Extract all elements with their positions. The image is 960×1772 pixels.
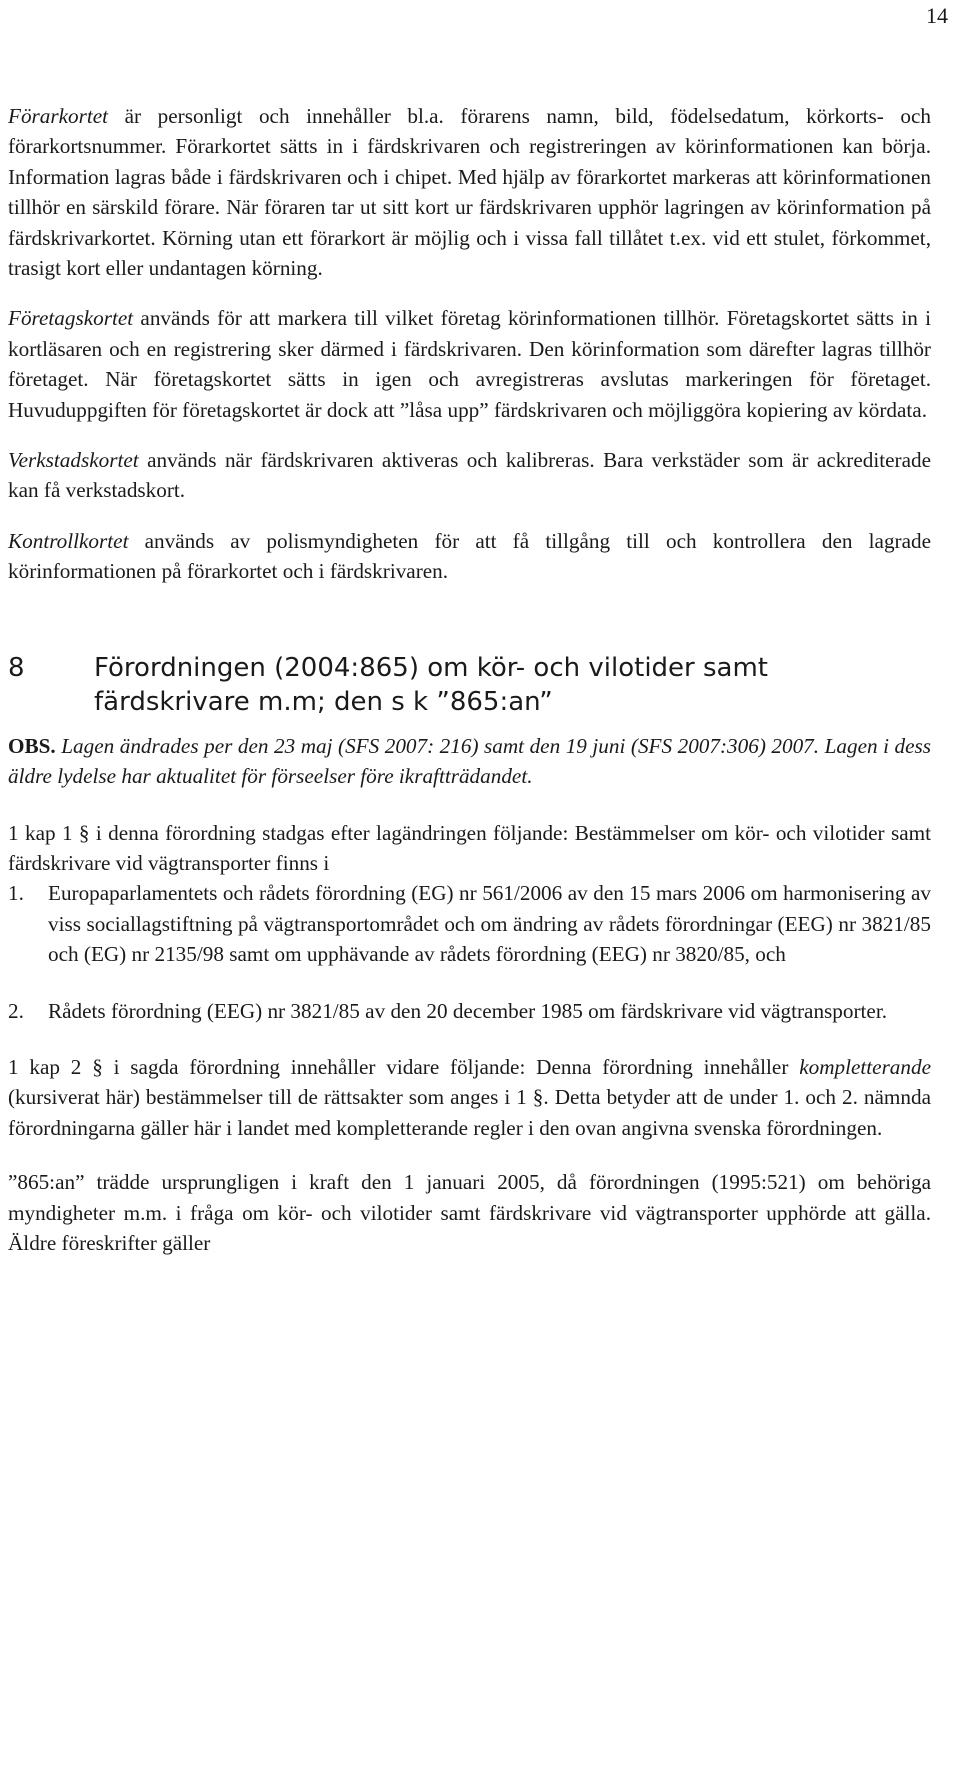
paragraph-text: är personligt och innehåller bl.a. förarens namn, bild, födelsedatum, körkorts- och förarkortsnummer. Förarkortet sätts in i färdskrivaren och registreringen av körinformationen kan börja. Information lagras både i färdskrivaren och i chipet. Med hjälp av förarkortet markeras att körinformationen tillhör en särskild förare. När föraren tar ut sitt kort ur färdskrivaren upphör lagringen av körinformation på färdskrivarkortet. Körning utan ett förarkort är möjlig och i vissa fall tillåtet t.ex. vid ett stulet, förkommet, trasigt kort eller undantagen körning.	[8, 104, 931, 281]
list-item	[8, 878, 931, 969]
page-number: 14	[926, 3, 948, 28]
paragraph-text: (kursiverat här) bestämmelser till de rättsakter som anges i 1 §. Detta betyder att de under 1. och 2. nämnda förordningarna gäller här i landet med kompletterande regler i den ovan angivna svenska förordningen.	[8, 1085, 931, 1140]
term-kontrollkortet: Kontrollkortet	[8, 528, 129, 553]
paragraph-foretagskort	[8, 303, 931, 425]
list-item-text: Rådets förordning (EEG) nr 3821/85 av den 20 december 1985 om färdskrivare vid vägtransporter.	[48, 998, 888, 1023]
paragraph-865an: ”865:an” trädde ursprungligen i kraft den 1 januari 2005, då förordningen (1995:521) om behöriga myndigheter m.m. i fråga om kör- och vilotider samt färdskrivare vid vägtransporter upphörde att gälla. Äldre föreskrifter gäller	[8, 1170, 931, 1255]
paragraph-text: används av polismyndigheten för att få tillgång till och kontrollera den lagrade körinformationen på förarkortet och i färdskrivaren.	[8, 528, 931, 584]
document-body	[8, 101, 931, 1258]
paragraph-1kap2	[8, 1052, 931, 1143]
term-forarkortet: Förarkortet	[8, 104, 109, 128]
emphasis-kompletterande: kompletterande	[799, 1054, 931, 1079]
list-item-number: 2.	[8, 998, 24, 1023]
paragraph-text: används när färdskrivaren aktiveras och kalibreras. Bara verkstäder som är ackrediterade kan få verkstadskort.	[8, 448, 931, 503]
paragraph-text: 1 kap 2 § i sagda förordning innehåller vidare följande: Denna förordning innehåller	[8, 1054, 800, 1079]
obs-note	[8, 731, 931, 792]
obs-text: Lagen ändrades per den 23 maj (SFS 2007: 216) samt den 19 juni (SFS 2007:306) 2007. Lagen i dess äldre lydelse har aktualitet för förseelser före ikraftträdandet.	[8, 733, 931, 789]
list-item-text: Europaparlamentets och rådets förordning (EG) nr 561/2006 av den 15 mars 2006 om harmonisering av viss sociallagstiftning på vägtransportområdet och om ändring av rådets förordningar (EEG) nr 3821/85 och (EG) nr 2135/98 samt om upphävande av rådets förordning (EEG) nr 3820/85, och	[48, 881, 931, 967]
list-item	[8, 996, 931, 1026]
section-number: 8	[8, 652, 25, 683]
paragraph-1kap1: 1 kap 1 § i denna förordning stadgas efter lagändringen följande: Bestämmelser om kör- och vilotider samt färdskrivare vid vägtransporter finns i	[8, 820, 931, 875]
obs-label: OBS.	[8, 733, 56, 758]
term-verkstadskortet: Verkstadskortet	[8, 448, 139, 473]
list-item-number: 1.	[8, 881, 24, 906]
paragraph-text: används för att markera till vilket företag körinformationen tillhör. Företagskortet sätts in i kortläsaren och en registrering sker därmed i färdskrivaren. Den körinformation som därefter lagras tillhör företaget. När företagskortet sätts in igen och avregistreras avslutas markeringen för företaget. Huvuduppgiften för företagskortet är dock att ”låsa upp” färdskrivaren och möjliggöra kopiering av kördata.	[8, 306, 931, 422]
paragraph-kontrollkort	[8, 526, 931, 587]
regulation-list	[8, 878, 931, 1026]
paragraph-forarkort	[8, 101, 931, 283]
section-title: Förordningen (2004:865) om kör- och vilotider samt färdskrivare m.m; den s k ”865:an”	[94, 652, 768, 717]
paragraph-verkstadskort	[8, 445, 931, 506]
term-foretagskortet: Företagskortet	[8, 306, 134, 331]
section-heading	[8, 651, 931, 719]
